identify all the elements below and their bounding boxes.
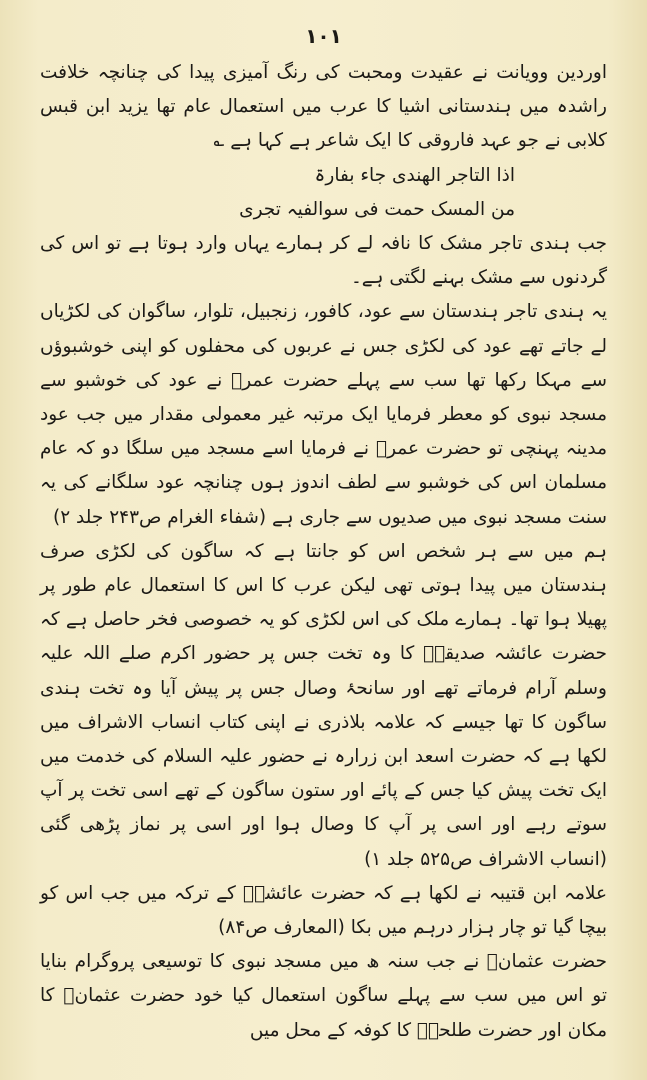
page-number: ١٠١	[305, 24, 342, 48]
paragraph-ibn-qutaybah: علامہ ابن قتیبہ نے لکھا ہے کہ حضرت عائشہؓ کے ترکہ میں جب اس کو بیچا گیا تو چار ہزار درہم میں بکا (المعارف ص۸۴)	[40, 882, 607, 939]
page-body	[40, 56, 607, 1048]
paragraph-trade-goods: یہ ہندی تاجر ہندستان سے عود، کافور، زنجبیل، تلوار، ساگوان کی لکڑیاں لے جاتے تھے عود کی لکڑی جس نے عربوں کی محفلوں کو اپنی خوشبوؤں سے مہکا رکھا تھا سب سے پہلے حضرت عمرؓ نے عود کی خوشبو سے مسجد نبوی کو معطر فرمایا ایک مرتبہ غیر معمولی مقدار میں جب عود مدینہ پہنچی تو حضرت عمرؓ نے فرمایا اسے مسجد میں سلگا دو کہ عام مسلمان اس کی خوشبو سے لطف اندوز ہوں چنانچہ عود سلگانے کی یہ سنت مسجد نبوی میں صدیوں سے جاری ہے (شفاء الغرام ص۲۴۳ جلد ۲)	[40, 301, 607, 528]
intro-paragraph: اوردین وویانت نے عقیدت ومحبت کی رنگ آمیزی پیدا کی چنانچہ خلافت راشدہ میں ہندستانی اشیا کا عرب میں استعمال عام تھا یزید ابن قبس کلابی نے جو عہد فاروقی کا ایک شاعر ہے کہا ہے ؎	[40, 62, 607, 152]
paragraph-translation: جب ہندی تاجر مشک کا نافہ لے کر ہمارے یہاں وارد ہوتا ہے تو اس کی گردنوں سے مشک بہنے لگتی ہے۔	[40, 233, 607, 289]
verse-line-1: اذا التاجر الھندی جاء بفارۃ	[314, 164, 515, 186]
paragraph-uthman-mosque: حضرت عثمانؓ نے جب سنہ ھ میں مسجد نبوی کا توسیعی پروگرام بنایا تو اس میں سب سے پہلے ساگون استعمال کیا خود حضرت عثمانؓ کا مکان اور حضرت طلحہؓ کا کوفہ کے محل میں	[40, 951, 607, 1041]
paragraph-sagwan-throne: ہم میں سے ہر شخص اس کو جانتا ہے کہ ساگون کی لکڑی صرف ہندستان میں پیدا ہوتی تھی لیکن عرب کا اس کا استعمال عام طور پر پھیلا ہوا تھا۔ ہمارے ملک کی اس لکڑی کو یہ خصوصی فخر حاصل ہے کہ حضرت عائشہ صدیقہؓ کا وہ تخت جس پر حضور اکرم صلے اللہ علیہ وسلم آرام فرماتے تھے اور سانحۂ وصال جس پر پیش آیا وہ تخت ہندی ساگون کا تھا جیسے کہ علامہ بلاذری نے اپنی کتاب انساب الاشراف میں لکھا ہے کہ حضرت اسعد ابن زرارہ نے حضور علیہ السلام کی خدمت میں ایک تخت پیش کیا جس کے پائے اور ستون ساگون کے تھے اسی تخت پر آپ سوتے رہے اور اسی پر آپ کا وصال ہوا اور اسی پر نماز پڑھی گئی (انساب الاشراف ص۵۲۵ جلد ۱)	[40, 540, 607, 870]
verse-line-2: من المسک حمت فی سوالفیہ تجری	[239, 198, 515, 220]
